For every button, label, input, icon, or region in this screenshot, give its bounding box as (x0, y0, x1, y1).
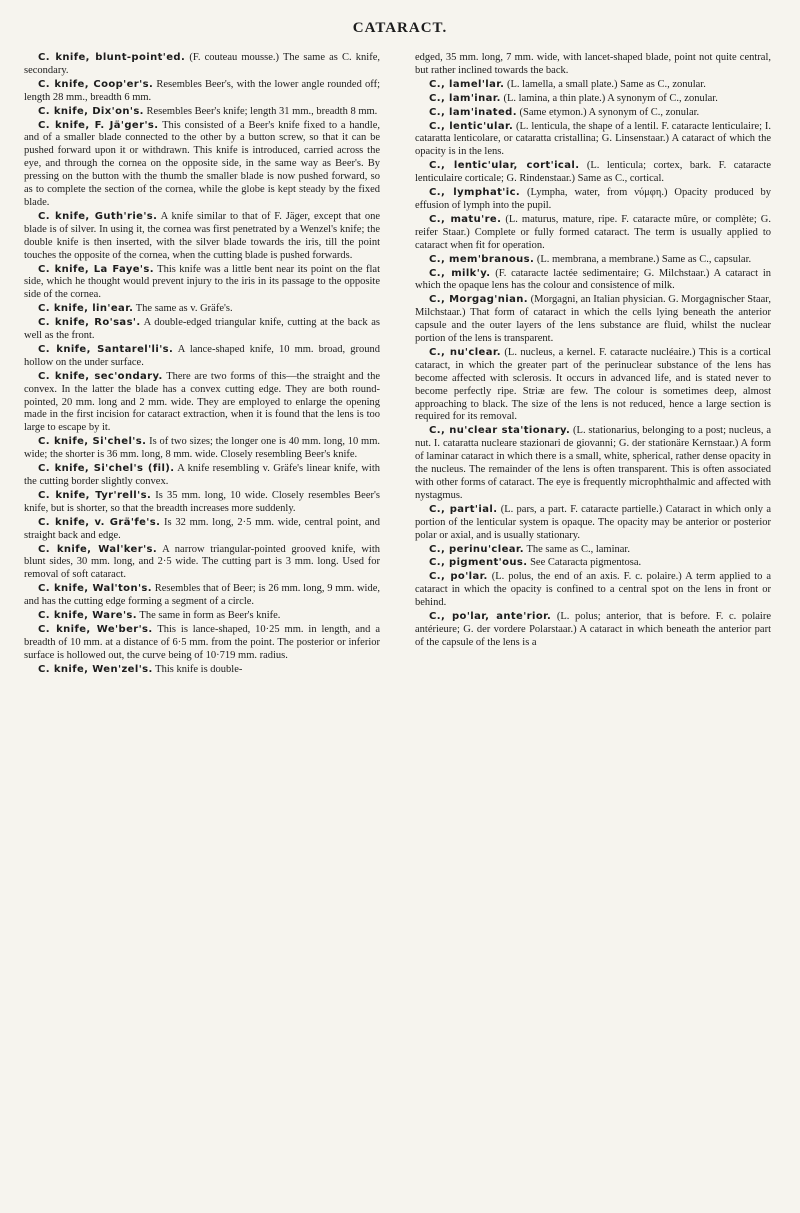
entry-headword: C. knife, Guth'rie's. (38, 210, 158, 222)
entry-definition: This knife was a little bent near its point on the flat side, which he thought would prevent injury to the iris in its passage to the opposite side of the cornea. (24, 263, 380, 301)
entry-definition: This consisted of a Beer's knife fixed to a handle, and of a smaller blade connected to the other by a button screw, so that it can be pushed forward upon it or withdrawn. This knife is introduced, carried across the eye, and through the cornea on the opposite side, in the same way as Beer's. By pressing on the button with the thumb the smaller blade is now pushed forward, so as to complete the section of the cornea, while the globe is kept steady by the fixed blade. (24, 119, 380, 208)
entry-headword: C. knife, Santarel'li's. (38, 343, 174, 355)
entry-headword: C. knife, La Faye's. (38, 263, 154, 275)
dictionary-entry (24, 303, 380, 316)
entry-headword: C., lentic'ular, cort'ical. (429, 160, 580, 172)
entry-definition: A double-edged triangular knife, cutting at the back as well as the front. (24, 317, 381, 342)
entry-definition: A narrow triangular-pointed grooved knife, with blunt sides, 30 mm. long, and 2·5 wide. The cutting part is 3 mm. long. Used for removal of soft cataract. (24, 543, 380, 581)
entry-definition: (L. nucleus, a kernel. F. cataracte nucléaire.) This is a cortical cataract, in which the greater part of the perinuclear substance of the lens has become affected with sclerosis. It occurs in advanced life, and is stated never to become perfectly ripe. Striæ are few. The colour is sometimes deep, almost approaching to black. The size of the lens is not reduced, hence a large section is required for its removal. (415, 346, 771, 423)
entry-headword: C., lam'inated. (429, 106, 517, 118)
dictionary-entry (24, 436, 380, 462)
entry-headword: C. knife, Coop'er's. (38, 78, 154, 90)
entry-definition: A knife similar to that of F. Jäger, except that one blade is of silver. In using it, the cornea was first penetrated by a Wenzel's knife; the double knife is then inserted, with the silver blade towards the iris, till the point touches the opposite of the cornea, when the cutting blade is pushed forwards. (24, 210, 380, 261)
entry-headword: C., lamel'lar. (429, 78, 505, 90)
entry-headword: C. knife, v. Grä'fe's. (38, 516, 161, 528)
entry-definition: (F. couteau mousse.) The same as C. knife, secondary. (24, 52, 380, 76)
entry-headword: C. knife, Dix'on's. (38, 105, 144, 117)
entry-headword: C. knife, Wal'ker's. (38, 543, 158, 555)
entry-headword: C. knife, Tyr'rell's. (38, 489, 152, 501)
dictionary-entry (415, 268, 771, 294)
entry-headword: C. knife, Si'chel's. (38, 436, 147, 448)
entry-definition: See Cataracta pigmentosa. (527, 557, 642, 569)
dictionary-entry (415, 93, 771, 106)
entry-headword: C. knife, Wal'ton's. (38, 583, 152, 595)
entry-headword: C. knife, F. Jä'ger's. (38, 119, 159, 131)
dictionary-entry (415, 79, 771, 92)
dictionary-entry (24, 583, 380, 609)
dictionary-entry (415, 294, 771, 346)
dictionary-entry (24, 120, 380, 210)
entry-definition: (L. lenticula; cortex, bark. F. cataracte lenticulaire corticale; G. Rindenstaar.) Same as C., cortical. (415, 160, 771, 185)
entry-definition: Is of two sizes; the longer one is 40 mm. long, 10 mm. wide; the shorter is 36 mm. long, 8 mm. wide. Closely resembling Beer's knife. (24, 436, 380, 461)
dictionary-entry (415, 425, 771, 502)
entry-headword: C., pigment'ous. (429, 557, 528, 569)
dictionary-entry (24, 664, 380, 677)
entry-headword: C., po'lar, ante'rior. (429, 611, 552, 623)
dictionary-entry (24, 544, 380, 583)
entry-headword: C. knife, Si'chel's (fil). (38, 463, 175, 475)
dictionary-entry (415, 557, 771, 570)
dictionary-entry (24, 52, 380, 78)
dictionary-entry (415, 504, 771, 543)
entry-headword: C., lentic'ular. (429, 120, 514, 132)
dictionary-entry (415, 347, 771, 424)
dictionary-entry (24, 517, 380, 543)
entry-definition: The same as C., laminar. (524, 543, 630, 555)
dictionary-entry (415, 121, 771, 160)
entry-headword: C., milk'y. (429, 267, 491, 279)
dictionary-entry (415, 160, 771, 186)
entry-definition: (L. pars, a part. F. cataracte partielle.) Cataract in which only a portion of the lenticular system is opaque. The opacity may be anterior or posterior polar or axial, and is usually stationary. (415, 503, 771, 541)
entry-definition: (L. polus, the end of an axis. F. c. polaire.) A term applied to a cataract in which the opacity is confined to a central spot on the lens in front or behind. (415, 571, 772, 609)
right-column (415, 52, 771, 651)
entry-definition: (Lympha, water, from νύμφη.) Opacity produced by effusion of lymph into the pupil. (415, 187, 771, 211)
dictionary-entry (24, 106, 380, 119)
dictionary-entry (415, 214, 771, 253)
entry-definition: Resembles Beer's knife; length 31 mm., breadth 8 mm. (143, 105, 378, 117)
dictionary-entry (415, 571, 771, 610)
dictionary-entry (24, 317, 380, 343)
entry-headword: C., perinu'clear. (429, 543, 525, 555)
entry-definition: (Same etymon.) A synonym of C., zonular. (516, 106, 700, 118)
dictionary-entry (415, 544, 771, 557)
dictionary-entry (24, 264, 380, 303)
entry-definition: There are two forms of this—the straight and the convex. In the latter the blade has a convex cutting edge. They are both round-pointed, 20 mm. long and 2 mm. wide. They are employed to enlarge the opening made in the first incision for cataract extraction, when it is found that the lens is too large to escape by it. (24, 370, 380, 434)
dictionary-entry (24, 610, 380, 623)
dictionary-entry (415, 187, 771, 213)
dictionary-entry (24, 463, 380, 489)
entry-headword: C., mem'branous. (429, 253, 535, 265)
entry-definition: (L. polus; anterior, that is before. F. c. polaire antérieure; G. der vordere Polarstaar.) A cataract in which beneath the anterior part of the capsule of the lens is a (415, 611, 771, 648)
dictionary-entry (415, 52, 771, 78)
entry-definition: (Morgagni, an Italian physician. G. Morgagnischer Staar, Milchstaar.) That form of cataract in which the cells lying beneath the anterior capsule and the outer layers of the lens substance are fluid, whilst the nuclear portion of the lens is transparent. (415, 294, 771, 345)
entry-definition: (L. lamella, a small plate.) Same as C., zonular. (504, 78, 706, 90)
entry-definition: (L. lamina, a thin plate.) A synonym of C., zonular. (500, 92, 718, 104)
entry-headword: C. knife, We'ber's. (38, 623, 153, 635)
dictionary-entry (24, 211, 380, 263)
entry-definition: edged, 35 mm. long, 7 mm. wide, with lancet-shaped blade, point not quite central, but rather inclined towards the back. (415, 52, 771, 76)
left-column (24, 52, 380, 678)
entry-headword: C., po'lar. (429, 571, 488, 583)
entry-headword: C. knife, blunt-point'ed. (38, 52, 186, 63)
running-head: CATARACT. (352, 20, 448, 36)
entry-definition: (L. maturus, mature, ripe. F. cataracte mûre, or complète; G. reifer Staar.) Complete or fully formed cataract. The term is usually applied to cataract when fit for operation. (415, 213, 771, 251)
entry-definition: A lance-shaped knife, 10 mm. broad, ground hollow on the under surface. (24, 343, 380, 368)
dictionary-entry (415, 611, 771, 650)
entry-headword: C., lymphat'ic. (429, 187, 521, 199)
entry-headword: C. knife, sec'ondary. (38, 370, 163, 382)
dictionary-entry (24, 490, 380, 516)
entry-headword: C., matu're. (429, 213, 502, 225)
entry-definition: (L. lenticula, the shape of a lentil. F. cataracte lenticulaire; I. cataratta lenticolare, or cataratta cristallina; G. Linsenstaar.) A cataract of which the opacity is in the lens. (415, 120, 771, 158)
entry-headword: C. knife, Ware's. (38, 610, 137, 622)
entry-headword: C. knife, Wen'zel's. (38, 663, 153, 675)
entry-definition: Resembles that of Beer; is 26 mm. long, 9 mm. wide, and has the cutting edge forming a segment of a circle. (24, 583, 380, 608)
entry-headword: C., nu'clear. (429, 346, 501, 358)
dictionary-entry (24, 371, 380, 436)
entry-definition: (F. cataracte lactée sedimentaire; G. Milchstaar.) A cataract in which the opaque lens has the colour and consistence of milk. (415, 267, 771, 292)
entry-definition: Resembles Beer's, with the lower angle rounded off; length 28 mm., breadth 6 mm. (24, 78, 380, 103)
entry-definition: Is 35 mm. long, 10 wide. Closely resembles Beer's knife, but is shorter, so that the breadth increases more suddenly. (24, 489, 380, 514)
entry-definition: (L. stationarius, belonging to a post; nucleus, a nut. I. cataratta nucleare stazionari de giovanni; G. der stationäre Kernstaar.) A form of laminar cataract in which there is a small, white, spherical, rather dense opacity in the nucleus. The remainder of the lens is often transparent. This is often associated with other forms of cataract. The eye is frequently microphthalmic and affected with nystagmus. (415, 425, 771, 501)
entry-definition: A knife resembling v. Gräfe's linear knife, with the cutting border slightly convex. (24, 463, 380, 487)
entry-headword: C., lam'inar. (429, 92, 501, 104)
entry-headword: C., Morgag'nian. (429, 294, 528, 306)
dictionary-entry (24, 624, 380, 663)
entry-definition: The same in form as Beer's knife. (136, 610, 281, 622)
entry-definition: The same as v. Gräfe's. (133, 303, 233, 315)
entry-definition: Is 32 mm. long, 2·5 mm. wide, central point, and straight back and edge. (24, 516, 380, 541)
entry-headword: C., part'ial. (429, 503, 498, 515)
dictionary-entry (415, 254, 771, 267)
entry-definition: This is lance-shaped, 10·25 mm. in length, and a breadth of 10 mm. at a distance of 6·5 mm. from the point. The posterior or inferior surface is hollowed out, the curve being of 10·719 mm. radius. (24, 623, 380, 661)
entry-definition: This knife is double- (152, 663, 243, 675)
dictionary-entry (415, 107, 771, 120)
entry-headword: C., nu'clear sta'tionary. (429, 425, 571, 437)
dictionary-entry (24, 344, 380, 370)
dictionary-entry (24, 79, 380, 105)
entry-headword: C. knife, lin'ear. (38, 303, 134, 315)
entry-headword: C. knife, Ro'sas'. (38, 317, 141, 329)
entry-definition: (L. membrana, a membrane.) Same as C., capsular. (534, 253, 752, 265)
